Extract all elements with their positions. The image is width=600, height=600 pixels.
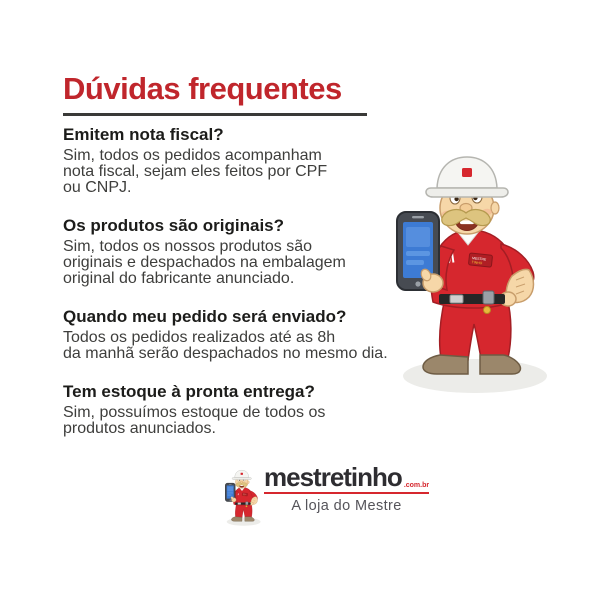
svg-text:MESTRE: MESTRE (471, 256, 487, 262)
faq-item-originais (63, 217, 423, 287)
faq-answer-line: originais e despachados na embalagem (63, 254, 346, 271)
title-underline (63, 113, 367, 116)
faq-question: Emitem nota fiscal? (63, 125, 224, 144)
brand-name: mestretinho (264, 462, 402, 492)
faq-answer-line: Sim, possuímos estoque de todos os (63, 404, 326, 421)
hard-hat-icon (426, 157, 508, 197)
mascot-chest-badge (468, 253, 492, 267)
brand-domain-suffix: .com.br (403, 482, 430, 489)
faq-item-nota-fiscal (63, 126, 423, 196)
faq-answer-line: Todos os pedidos realizados até as 8h (63, 329, 336, 346)
header (63, 72, 367, 116)
logo-underline (264, 492, 429, 494)
page-title: Dúvidas frequentes (63, 71, 342, 106)
faq-question: Os produtos são originais? (63, 216, 285, 235)
mascot-illustration (383, 148, 553, 398)
faq-answer-line: nota fiscal, sejam eles feitos por CPF (63, 163, 328, 180)
faq-list (63, 126, 423, 458)
faq-question: Tem estoque à pronta entrega? (63, 382, 315, 401)
faq-answer-line: da manhã serão despachados no mesmo dia. (63, 345, 388, 362)
svg-text:TINHO: TINHO (471, 260, 483, 266)
faq-answer-line: Sim, todos os nossos produtos são (63, 238, 313, 255)
logo-text (264, 464, 429, 514)
logo-mascot-icon (222, 468, 262, 527)
faq-answer-line: ou CNPJ. (63, 179, 132, 196)
faq-item-envio (63, 308, 423, 362)
brand-tagline: A loja do Mestre (291, 498, 402, 514)
faq-item-estoque (63, 383, 423, 437)
faq-question: Quando meu pedido será enviado? (63, 307, 347, 326)
faq-answer-line: produtos anunciados. (63, 420, 216, 437)
faq-answer-line: Sim, todos os pedidos acompanham (63, 147, 322, 164)
brand-logo (222, 464, 429, 527)
faq-answer-line: original do fabricante anunciado. (63, 270, 295, 287)
